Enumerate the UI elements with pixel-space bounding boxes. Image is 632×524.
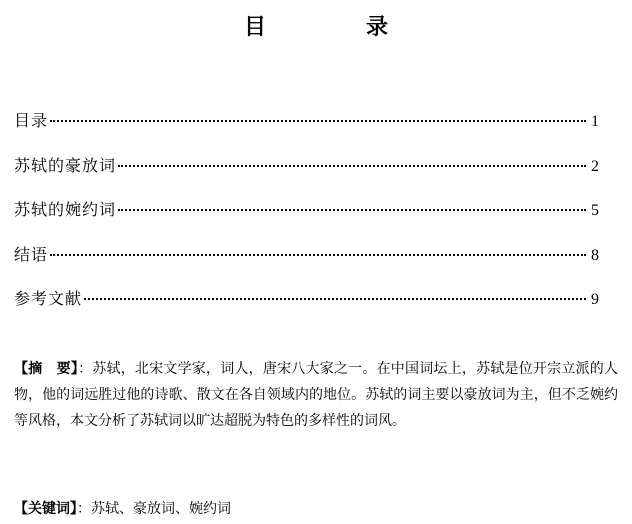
toc-entry[interactable] [14, 197, 600, 242]
abstract-paragraph [14, 356, 618, 434]
title-char-1: 目 [243, 14, 266, 40]
toc-entry-label: 参考文献 [14, 289, 83, 308]
toc-entry[interactable] [14, 153, 600, 198]
toc-entry-label: 目录 [14, 111, 49, 130]
toc-entry-page: 5 [591, 202, 600, 219]
abstract-text: ：苏轼，北宋文学家，词人，唐宋八大家之一。在中国词坛上，苏轼是位开宗立派的人物，他的词远胜过他的诗歌、散文在各自领域内的地位。苏轼的词主要以豪放词为主，但不乏婉约等风格，本文分析了苏轼词以旷达超脱为特色的多样性的词风。 [14, 361, 619, 429]
keywords-label: 【关键词】 [14, 501, 77, 517]
dot-leader [84, 298, 586, 300]
dot-leader [118, 209, 586, 211]
dot-leader [50, 120, 586, 122]
toc-entry[interactable] [14, 286, 600, 331]
toc-entry-label: 苏轼的婉约词 [14, 200, 117, 219]
toc-entry-label: 结语 [14, 244, 49, 264]
title-char-2: 录 [366, 14, 389, 40]
page-title [0, 10, 632, 41]
toc-entry-page: 8 [591, 246, 600, 264]
toc-entry-page: 1 [591, 113, 600, 130]
toc-entry[interactable] [14, 108, 600, 153]
keywords-line [14, 496, 618, 522]
dot-leader [118, 165, 586, 167]
abstract-label: 【摘 要】 [14, 361, 79, 377]
table-of-contents [14, 108, 600, 331]
dot-leader [50, 254, 586, 256]
toc-entry-page: 2 [591, 157, 600, 175]
toc-entry-label: 苏轼的豪放词 [14, 155, 117, 175]
toc-entry-page: 9 [591, 291, 600, 308]
toc-entry[interactable] [14, 242, 600, 287]
keywords-text: ：苏轼、豪放词、婉约词 [77, 501, 231, 517]
